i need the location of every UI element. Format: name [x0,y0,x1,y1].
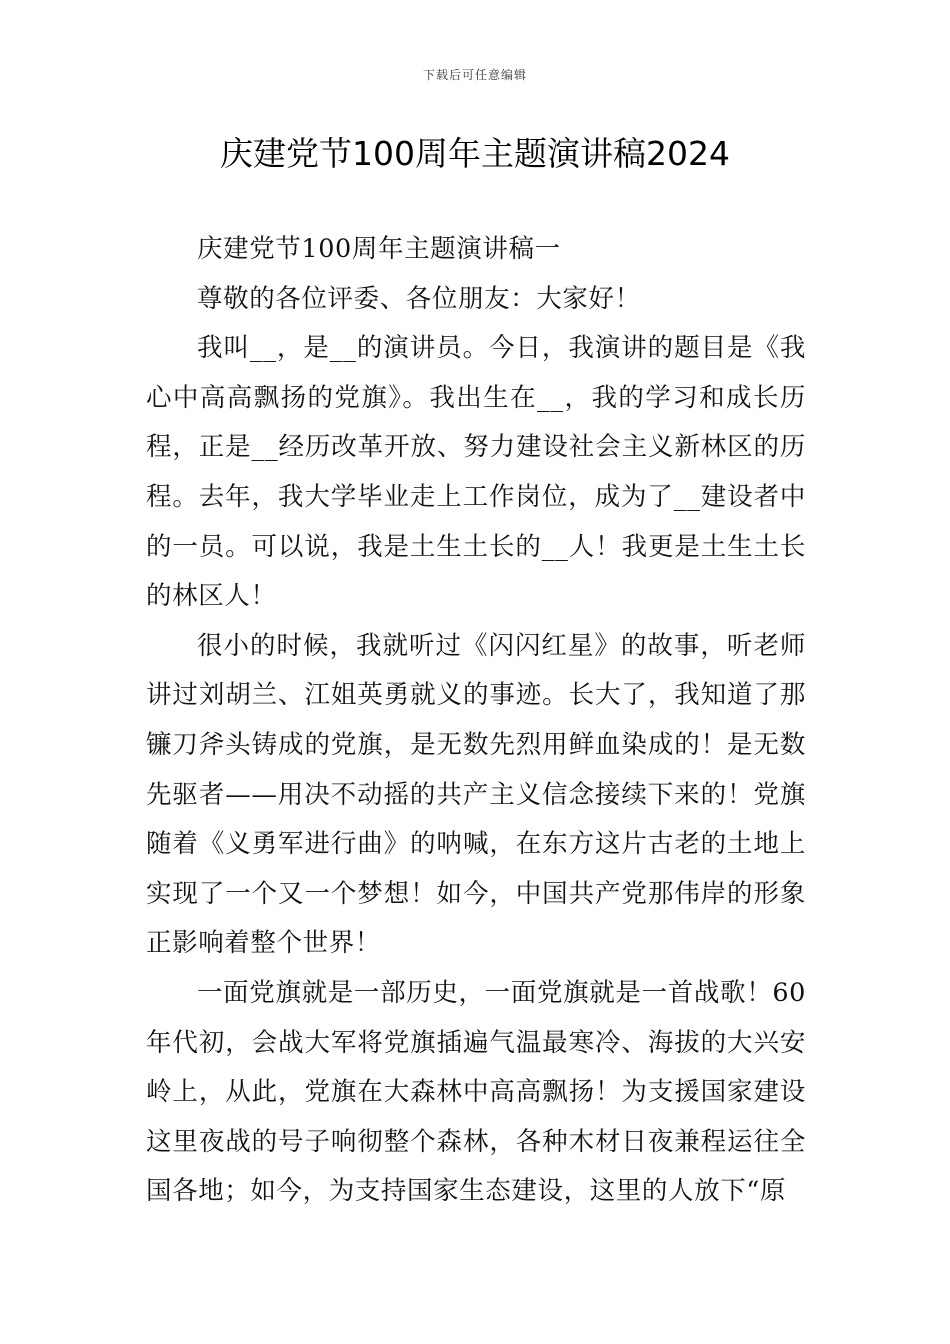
document-title: 庆建党节100周年主题演讲稿2024 [220,134,730,173]
paragraph-subtitle: 庆建党节100周年主题演讲稿一 [197,234,561,264]
header-note: 下载后可任意编辑 [422,68,527,82]
paragraph: 一面党旗就是一部历史，一面党旗就是一首战歌！60年代初，会战大军将党旗插遍气温最寒冷、海拔的大兴安岭上，从此，党旗在大森林中高高飘扬！为支援国家建设这里夜战的号子响彻整个森林，各种木材日夜兼程运往全国各地；如今，为支持国家生态建设，这里的人放下“原 [146,977,806,1207]
paragraph-greeting: 尊敬的各位评委、各位朋友：大家好！ [197,283,641,314]
paragraph: 很小的时候，我就听过《闪闪红星》的故事，听老师讲过刘胡兰、江姐英勇就义的事迹。长大了，我知道了那镰刀斧头铸成的党旗，是无数先烈用鲜血染成的！是无数先驱者——用决不动摇的共产主义信念接续下来的！党旗随着《义勇军进行曲》的呐喊，在东方这片古老的土地上实现了一个又一个梦想！如今，中国共产党那伟岸的形象正影响着整个世界！ [146,630,806,959]
document-body [146,225,806,1217]
paragraph: 我叫__，是__的演讲员。今日，我演讲的题目是《我心中高高飘扬的党旗》。我出生在__，我的学习和成长历程，正是__经历改革开放、努力建设社会主义新林区的历程。去年，我大学毕业走上工作岗位，成为了__建设者中的一员。可以说，我是土生土长的__人！我更是土生土长的林区人！ [146,333,806,612]
